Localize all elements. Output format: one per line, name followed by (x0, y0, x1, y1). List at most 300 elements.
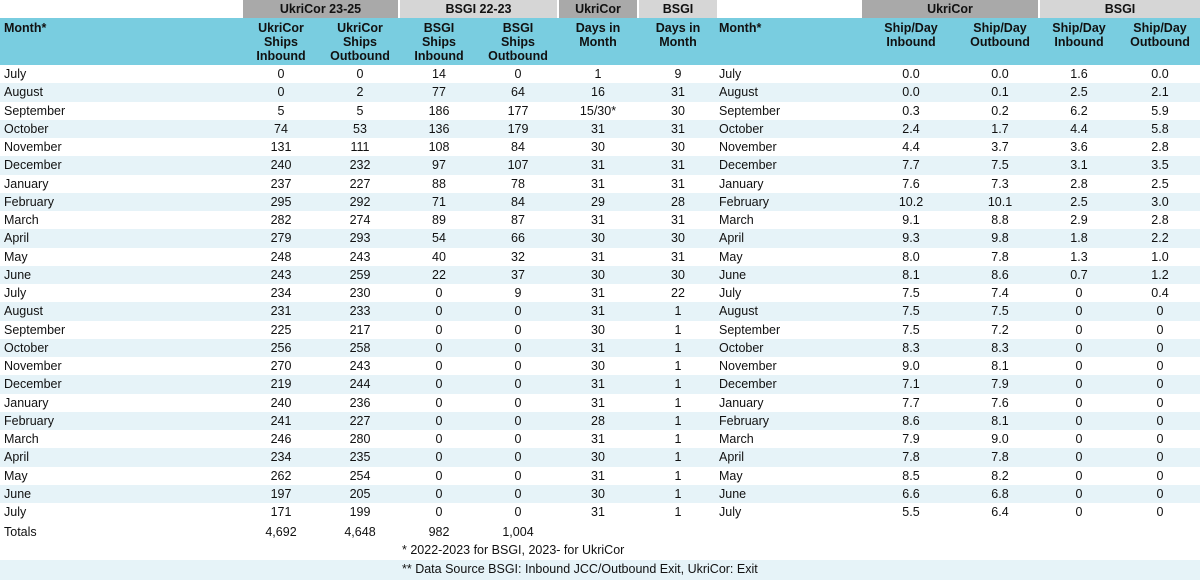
cell-ukricor-shipday-inbound: 7.8 (902, 450, 920, 465)
cell-ukricor-inbound: 131 (270, 140, 292, 154)
cell-ukricor-inbound: 197 (270, 486, 292, 501)
cell-bsgi-inbound: 0 (435, 286, 443, 300)
cell-bsgi-inbound: 54 (432, 231, 446, 246)
col-month-2: Month* (719, 21, 762, 35)
cell-bsgi-days: 31 (671, 176, 685, 191)
cell-month-2: February (719, 413, 770, 428)
footnote-period: * 2022-2023 for BSGI, 2023- for UkriCor (402, 543, 625, 557)
cell-bsgi-days: 1 (674, 413, 682, 428)
totals-bsgi-outbound: 1,004 (502, 525, 534, 539)
cell-bsgi-outbound: 0 (514, 304, 522, 319)
table-row (0, 83, 1200, 101)
cell-ukricor-days: 29 (591, 194, 605, 209)
table-body (0, 65, 1200, 521)
cell-bsgi-inbound: 0 (435, 377, 443, 392)
cell-ukricor-shipday-inbound: 8.6 (902, 413, 920, 428)
cell-bsgi-shipday-outbound: 0.4 (1151, 286, 1169, 300)
cell-bsgi-inbound: 136 (428, 121, 450, 136)
cell-bsgi-shipday-outbound: 0 (1156, 505, 1164, 519)
table-row (0, 467, 1200, 485)
cell-month: November (4, 359, 62, 373)
cell-ukricor-days: 31 (591, 176, 605, 191)
cell-bsgi-days: 1 (674, 304, 682, 319)
cell-month: October (4, 121, 49, 136)
cell-bsgi-inbound: 89 (432, 213, 446, 227)
cell-month-2: May (719, 249, 743, 264)
cell-ukricor-shipday-outbound: 8.1 (991, 413, 1009, 428)
cell-bsgi-outbound: 84 (511, 194, 525, 209)
cell-bsgi-outbound: 0 (514, 67, 522, 81)
cell-bsgi-inbound: 0 (435, 486, 443, 501)
cell-ukricor-outbound: 205 (349, 486, 371, 501)
cell-ukricor-days: 31 (591, 249, 605, 264)
table-row (0, 448, 1200, 466)
cell-ukricor-shipday-outbound: 7.9 (991, 377, 1009, 392)
cell-month: October (4, 340, 49, 355)
cell-ukricor-outbound: 292 (349, 194, 371, 209)
cell-bsgi-shipday-inbound: 0 (1075, 286, 1083, 300)
cell-ukricor-shipday-inbound: 8.0 (902, 249, 920, 264)
cell-ukricor-outbound: 227 (349, 413, 371, 428)
cell-bsgi-shipday-inbound: 0 (1075, 468, 1083, 483)
cell-month: April (4, 450, 30, 465)
cell-ukricor-inbound: 248 (270, 249, 292, 264)
cell-bsgi-shipday-outbound: 2.8 (1151, 213, 1169, 227)
cell-bsgi-days: 1 (674, 377, 682, 392)
cell-bsgi-outbound: 37 (511, 267, 525, 282)
cell-ukricor-inbound: 219 (270, 377, 292, 392)
cell-ukricor-days: 31 (591, 213, 605, 227)
cell-bsgi-inbound: 40 (432, 249, 446, 264)
cell-ukricor-inbound: 240 (270, 395, 292, 410)
group-ukricor-2325: UkriCor 23-25 (243, 0, 398, 18)
cell-bsgi-shipday-outbound: 5.9 (1151, 103, 1169, 118)
group-ukricor-days: UkriCor (559, 0, 637, 18)
cell-bsgi-shipday-inbound: 0 (1075, 413, 1083, 428)
cell-ukricor-days: 15/30* (579, 103, 617, 118)
cell-ukricor-shipday-outbound: 7.8 (991, 450, 1009, 465)
cell-ukricor-shipday-inbound: 7.6 (902, 176, 920, 191)
cell-bsgi-days: 30 (671, 231, 685, 246)
cell-bsgi-inbound: 88 (432, 176, 446, 191)
table-row (0, 120, 1200, 138)
cell-ukricor-inbound: 237 (270, 176, 292, 191)
cell-month-2: September (719, 103, 781, 118)
cell-bsgi-outbound: 0 (514, 505, 522, 519)
cell-bsgi-days: 30 (671, 140, 685, 154)
cell-ukricor-days: 31 (591, 468, 605, 483)
cell-bsgi-outbound: 0 (514, 468, 522, 483)
cell-bsgi-shipday-inbound: 0 (1075, 505, 1083, 519)
cell-ukricor-shipday-inbound: 8.5 (902, 468, 920, 483)
cell-bsgi-outbound: 177 (507, 103, 529, 118)
cell-bsgi-outbound: 0 (514, 450, 522, 465)
cell-ukricor-outbound: 243 (349, 359, 371, 373)
cell-bsgi-days: 1 (674, 359, 682, 373)
cell-bsgi-inbound: 0 (435, 413, 443, 428)
cell-ukricor-shipday-outbound: 7.5 (991, 304, 1009, 319)
table-row (0, 284, 1200, 302)
cell-bsgi-outbound: 9 (514, 286, 522, 300)
group-bsgi-2223: BSGI 22-23 (400, 0, 557, 18)
cell-bsgi-shipday-inbound: 6.2 (1070, 103, 1088, 118)
cell-ukricor-days: 31 (591, 158, 605, 173)
cell-ukricor-inbound: 256 (270, 340, 292, 355)
col-ukricor-days: Days in Month (575, 21, 621, 49)
col-ukricor-shipday-outbound: Ship/Day Outbound (970, 21, 1030, 49)
cell-bsgi-inbound: 71 (432, 194, 446, 209)
cell-bsgi-shipday-outbound: 2.5 (1151, 176, 1169, 191)
cell-ukricor-outbound: 259 (349, 267, 371, 282)
cell-bsgi-shipday-outbound: 0 (1156, 359, 1164, 373)
cell-ukricor-days: 16 (591, 85, 605, 100)
table-row (0, 357, 1200, 375)
cell-month-2: April (719, 231, 745, 246)
cell-ukricor-days: 30 (591, 231, 605, 246)
cell-ukricor-shipday-inbound: 0.0 (902, 85, 920, 100)
cell-bsgi-days: 1 (674, 322, 682, 337)
cell-bsgi-days: 31 (671, 249, 685, 264)
cell-ukricor-outbound: 53 (353, 121, 367, 136)
cell-bsgi-outbound: 179 (507, 121, 529, 136)
cell-month: August (4, 85, 43, 100)
cell-bsgi-shipday-outbound: 0 (1156, 377, 1164, 392)
col-ukricor-outbound: UkriCor Ships Outbound (330, 21, 390, 63)
cell-ukricor-outbound: 274 (349, 213, 371, 227)
cell-bsgi-days: 1 (674, 450, 682, 465)
cell-month: February (4, 194, 55, 209)
cell-ukricor-shipday-inbound: 7.1 (902, 377, 920, 392)
cell-bsgi-shipday-inbound: 2.5 (1070, 194, 1088, 209)
cell-ukricor-outbound: 199 (349, 505, 371, 519)
cell-bsgi-outbound: 0 (514, 377, 522, 392)
cell-bsgi-shipday-inbound: 1.8 (1070, 231, 1088, 246)
table-row (0, 175, 1200, 193)
cell-ukricor-shipday-outbound: 7.2 (991, 322, 1009, 337)
totals-label: Totals (4, 525, 37, 539)
cell-ukricor-shipday-inbound: 5.5 (902, 505, 920, 519)
cell-month-2: October (719, 121, 764, 136)
cell-ukricor-outbound: 235 (349, 450, 371, 465)
cell-month-2: July (719, 286, 742, 300)
cell-bsgi-shipday-inbound: 1.3 (1070, 249, 1088, 264)
cell-bsgi-shipday-outbound: 3.5 (1151, 158, 1169, 173)
cell-ukricor-inbound: 5 (277, 103, 285, 118)
cell-ukricor-inbound: 243 (270, 267, 292, 282)
table-row (0, 266, 1200, 284)
cell-ukricor-inbound: 171 (270, 505, 292, 519)
table-row (0, 65, 1200, 83)
cell-bsgi-inbound: 14 (432, 67, 446, 81)
cell-bsgi-days: 9 (674, 67, 682, 81)
table-row (0, 503, 1200, 521)
cell-month-2: January (719, 176, 764, 191)
table-row (0, 229, 1200, 247)
cell-ukricor-days: 30 (591, 322, 605, 337)
cell-ukricor-shipday-outbound: 8.6 (991, 267, 1009, 282)
cell-ukricor-days: 1 (594, 67, 602, 81)
cell-ukricor-days: 30 (591, 450, 605, 465)
cell-ukricor-inbound: 270 (270, 359, 292, 373)
cell-bsgi-shipday-inbound: 0 (1075, 377, 1083, 392)
col-bsgi-shipday-outbound: Ship/Day Outbound (1130, 21, 1190, 49)
table-row (0, 375, 1200, 393)
cell-month-2: July (719, 67, 742, 81)
cell-bsgi-days: 30 (671, 267, 685, 282)
cell-bsgi-inbound: 0 (435, 432, 443, 446)
cell-ukricor-outbound: 243 (349, 249, 371, 264)
cell-ukricor-days: 31 (591, 121, 605, 136)
cell-month-2: August (719, 304, 758, 319)
cell-ukricor-shipday-inbound: 9.0 (902, 359, 920, 373)
cell-bsgi-shipday-inbound: 0 (1075, 395, 1083, 410)
cell-bsgi-days: 22 (671, 286, 685, 300)
cell-ukricor-shipday-outbound: 7.5 (991, 158, 1009, 173)
col-bsgi-outbound: BSGI Ships Outbound (488, 21, 548, 63)
cell-bsgi-outbound: 78 (511, 176, 525, 191)
cell-bsgi-shipday-outbound: 0 (1156, 340, 1164, 355)
cell-bsgi-shipday-outbound: 0 (1156, 304, 1164, 319)
cell-bsgi-days: 1 (674, 505, 682, 519)
cell-bsgi-days: 30 (671, 103, 685, 118)
cell-month-2: December (719, 377, 777, 392)
table-row (0, 339, 1200, 357)
table-row (0, 321, 1200, 339)
cell-ukricor-outbound: 233 (349, 304, 371, 319)
table-row (0, 248, 1200, 266)
cell-bsgi-shipday-inbound: 0 (1075, 322, 1083, 337)
cell-bsgi-outbound: 0 (514, 395, 522, 410)
cell-ukricor-inbound: 234 (270, 450, 292, 465)
cell-ukricor-shipday-outbound: 8.2 (991, 468, 1009, 483)
cell-bsgi-shipday-outbound: 0 (1156, 432, 1164, 446)
footnote-row-1 (0, 541, 1200, 560)
cell-ukricor-inbound: 231 (270, 304, 292, 319)
cell-ukricor-outbound: 217 (349, 322, 371, 337)
cell-bsgi-shipday-inbound: 1.6 (1070, 67, 1088, 81)
cell-ukricor-shipday-outbound: 8.3 (991, 340, 1009, 355)
cell-month: September (4, 103, 66, 118)
cell-bsgi-shipday-outbound: 0 (1156, 322, 1164, 337)
cell-ukricor-shipday-inbound: 7.5 (902, 322, 920, 337)
cell-bsgi-shipday-inbound: 0.7 (1070, 267, 1088, 282)
cell-month: May (4, 249, 28, 264)
cell-ukricor-shipday-inbound: 7.9 (902, 432, 920, 446)
cell-ukricor-shipday-inbound: 10.2 (898, 194, 924, 209)
cell-bsgi-inbound: 0 (435, 322, 443, 337)
cell-month: January (4, 395, 49, 410)
cell-ukricor-days: 31 (591, 432, 605, 446)
cell-ukricor-shipday-outbound: 8.1 (991, 359, 1009, 373)
cell-ukricor-shipday-outbound: 0.0 (991, 67, 1009, 81)
cell-bsgi-outbound: 32 (511, 249, 525, 264)
cell-ukricor-shipday-inbound: 7.7 (902, 158, 920, 173)
cell-bsgi-shipday-inbound: 0 (1075, 450, 1083, 465)
cell-ukricor-outbound: 258 (349, 340, 371, 355)
cell-ukricor-inbound: 262 (270, 468, 292, 483)
cell-bsgi-shipday-outbound: 0 (1156, 468, 1164, 483)
totals-ukricor-inbound: 4,692 (265, 525, 297, 539)
cell-bsgi-shipday-inbound: 2.5 (1070, 85, 1088, 100)
cell-ukricor-shipday-inbound: 8.1 (902, 267, 920, 282)
cell-bsgi-shipday-inbound: 0 (1075, 486, 1083, 501)
table-row (0, 485, 1200, 503)
cell-ukricor-inbound: 282 (270, 213, 292, 227)
cell-bsgi-shipday-outbound: 2.8 (1151, 140, 1169, 154)
cell-month-2: June (719, 267, 747, 282)
col-bsgi-inbound: BSGI Ships Inbound (414, 21, 464, 63)
cell-bsgi-inbound: 0 (435, 450, 443, 465)
cell-month: February (4, 413, 55, 428)
cell-ukricor-inbound: 225 (270, 322, 292, 337)
cell-month-2: December (719, 158, 777, 173)
cell-ukricor-outbound: 254 (349, 468, 371, 483)
cell-ukricor-shipday-inbound: 6.6 (902, 486, 920, 501)
table-row (0, 394, 1200, 412)
cell-ukricor-outbound: 244 (349, 377, 371, 392)
cell-ukricor-inbound: 234 (270, 286, 292, 300)
cell-bsgi-days: 1 (674, 486, 682, 501)
cell-ukricor-shipday-outbound: 3.7 (991, 140, 1009, 154)
cell-ukricor-days: 30 (591, 267, 605, 282)
cell-month-2: April (719, 450, 745, 465)
column-header-row (0, 18, 1200, 65)
cell-month-2: June (719, 486, 747, 501)
cell-bsgi-shipday-outbound: 2.2 (1151, 231, 1169, 246)
cell-bsgi-shipday-outbound: 1.2 (1151, 267, 1169, 282)
cell-bsgi-outbound: 0 (514, 340, 522, 355)
cell-bsgi-inbound: 0 (435, 340, 443, 355)
cell-month-2: March (719, 432, 754, 446)
table-row (0, 430, 1200, 448)
cell-bsgi-inbound: 0 (435, 505, 443, 519)
cell-bsgi-inbound: 0 (435, 395, 443, 410)
cell-ukricor-outbound: 227 (349, 176, 371, 191)
table-row (0, 102, 1200, 120)
cell-ukricor-shipday-inbound: 2.4 (902, 121, 920, 136)
cell-bsgi-inbound: 77 (432, 85, 446, 100)
cell-ukricor-shipday-outbound: 9.8 (991, 231, 1009, 246)
cell-ukricor-inbound: 0 (277, 67, 285, 81)
cell-ukricor-days: 31 (591, 304, 605, 319)
cell-month: July (4, 67, 27, 81)
cell-month: August (4, 304, 43, 319)
table-row (0, 302, 1200, 320)
cell-bsgi-inbound: 0 (435, 359, 443, 373)
cell-bsgi-outbound: 0 (514, 432, 522, 446)
cell-ukricor-days: 31 (591, 377, 605, 392)
cell-bsgi-shipday-outbound: 0.0 (1151, 67, 1169, 81)
cell-bsgi-shipday-inbound: 0 (1075, 340, 1083, 355)
cell-bsgi-days: 1 (674, 468, 682, 483)
cell-ukricor-shipday-outbound: 8.8 (991, 213, 1009, 227)
cell-ukricor-days: 30 (591, 140, 605, 154)
cell-month: January (4, 176, 49, 191)
cell-ukricor-outbound: 236 (349, 395, 371, 410)
cell-month-2: July (719, 505, 742, 519)
col-ukricor-inbound: UkriCor Ships Inbound (256, 21, 306, 63)
cell-bsgi-shipday-inbound: 0 (1075, 304, 1083, 319)
totals-ukricor-outbound: 4,648 (344, 525, 376, 539)
cell-ukricor-outbound: 232 (349, 158, 371, 173)
cell-bsgi-days: 31 (671, 158, 685, 173)
cell-ukricor-shipday-outbound: 9.0 (991, 432, 1009, 446)
cell-bsgi-inbound: 108 (428, 140, 450, 154)
cell-month: May (4, 468, 28, 483)
cell-ukricor-shipday-outbound: 7.4 (991, 286, 1009, 300)
cell-bsgi-days: 31 (671, 85, 685, 100)
cell-ukricor-inbound: 246 (270, 432, 292, 446)
cell-bsgi-outbound: 87 (511, 213, 525, 227)
col-bsgi-days: Days in Month (655, 21, 701, 49)
cell-ukricor-days: 31 (591, 286, 605, 300)
group-ukricor-shipday: UkriCor (862, 0, 1038, 18)
cell-ukricor-outbound: 111 (350, 140, 370, 154)
cell-ukricor-outbound: 280 (349, 432, 371, 446)
cell-ukricor-outbound: 0 (356, 67, 364, 81)
cell-bsgi-shipday-inbound: 4.4 (1070, 121, 1088, 136)
cell-bsgi-days: 1 (674, 395, 682, 410)
cell-ukricor-shipday-outbound: 10.1 (987, 194, 1013, 209)
cell-ukricor-shipday-outbound: 7.6 (991, 395, 1009, 410)
cell-bsgi-days: 28 (671, 194, 685, 209)
cell-month: June (4, 267, 32, 282)
cell-month: July (4, 505, 27, 519)
cell-ukricor-shipday-outbound: 6.8 (991, 486, 1009, 501)
cell-bsgi-inbound: 22 (432, 267, 446, 282)
cell-bsgi-days: 31 (671, 121, 685, 136)
cell-ukricor-shipday-inbound: 7.5 (902, 304, 920, 319)
cell-bsgi-shipday-inbound: 0 (1075, 359, 1083, 373)
cell-bsgi-shipday-outbound: 0 (1156, 450, 1164, 465)
cell-ukricor-inbound: 241 (270, 413, 292, 428)
cell-ukricor-inbound: 279 (270, 231, 292, 246)
cell-ukricor-shipday-outbound: 1.7 (991, 121, 1009, 136)
cell-ukricor-shipday-inbound: 4.4 (902, 140, 920, 154)
group-bsgi-days: BSGI (639, 0, 717, 18)
col-month: Month* (4, 21, 47, 35)
cell-bsgi-outbound: 0 (514, 486, 522, 501)
cell-ukricor-inbound: 240 (270, 158, 292, 173)
cell-month: June (4, 486, 32, 501)
cell-ukricor-days: 30 (591, 359, 605, 373)
cell-bsgi-shipday-inbound: 3.6 (1070, 140, 1088, 154)
cell-month-2: March (719, 213, 754, 227)
cell-month: November (4, 140, 62, 154)
cell-month: March (4, 432, 39, 446)
cell-month-2: February (719, 194, 770, 209)
cell-bsgi-days: 1 (674, 432, 682, 446)
table-row (0, 138, 1200, 156)
cell-ukricor-days: 30 (591, 486, 605, 501)
cell-bsgi-outbound: 0 (514, 359, 522, 373)
cell-ukricor-shipday-outbound: 0.2 (991, 103, 1009, 118)
cell-month-2: September (719, 322, 781, 337)
cell-month: December (4, 158, 62, 173)
cell-bsgi-shipday-outbound: 3.0 (1151, 194, 1169, 209)
cell-ukricor-outbound: 5 (356, 103, 364, 118)
cell-ukricor-days: 31 (591, 505, 605, 519)
cell-bsgi-outbound: 66 (511, 231, 525, 246)
cell-ukricor-inbound: 74 (274, 121, 288, 136)
cell-month-2: October (719, 340, 764, 355)
cell-bsgi-outbound: 64 (511, 85, 525, 100)
cell-ukricor-shipday-inbound: 0.0 (902, 67, 920, 81)
cell-ukricor-shipday-inbound: 7.7 (902, 395, 920, 410)
footnote-row-2 (0, 560, 1200, 580)
cell-bsgi-shipday-outbound: 0 (1156, 395, 1164, 410)
cell-month: July (4, 286, 27, 300)
